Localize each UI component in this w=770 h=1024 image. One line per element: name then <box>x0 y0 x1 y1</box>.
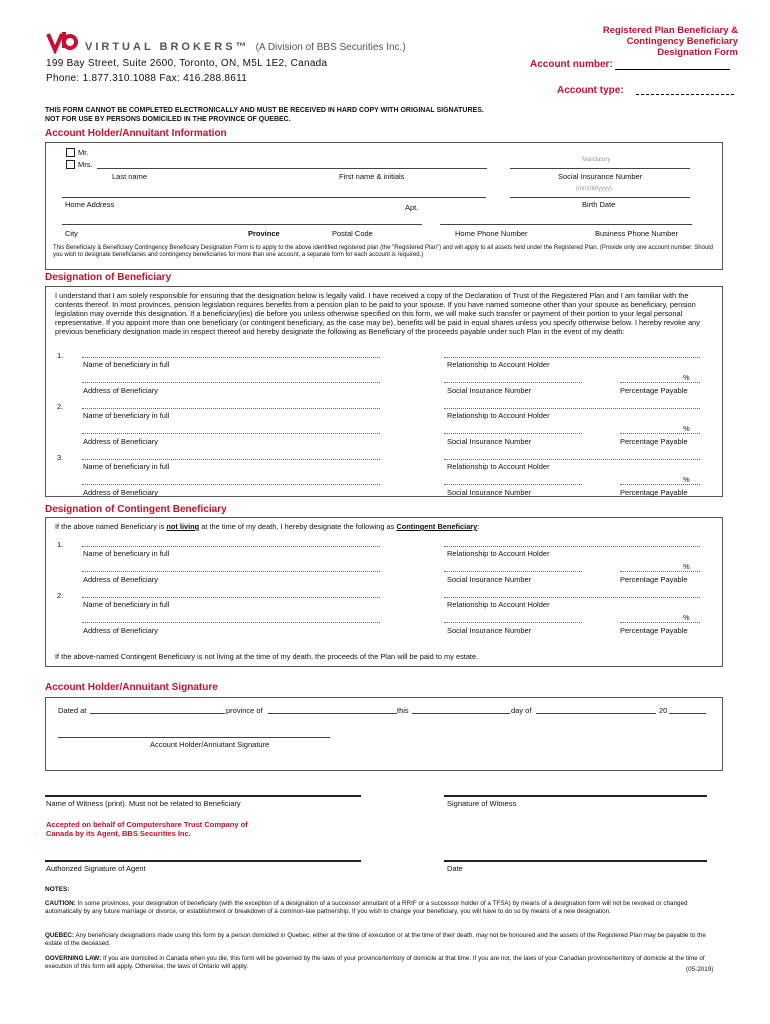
beneficiary-name-field[interactable] <box>82 546 380 547</box>
relationship-field[interactable] <box>444 408 700 409</box>
row-number: 2. <box>57 591 64 600</box>
beneficiary-sin-label: Social Insurance Number <box>447 488 532 497</box>
beneficiary-address-field[interactable] <box>82 571 380 572</box>
mr-checkbox[interactable] <box>66 148 75 157</box>
company-phone: Phone: 1.877.310.1088 Fax: 416.288.8611 <box>46 73 248 84</box>
home-address-field[interactable] <box>62 197 486 198</box>
account-number-label: Account number: <box>530 59 613 70</box>
beneficiary-name-label: Name of beneficiary in full <box>83 600 170 609</box>
relationship-field[interactable] <box>444 357 700 358</box>
percent-sign: % <box>683 424 690 433</box>
city-label: City <box>65 229 78 238</box>
beneficiary-address-field[interactable] <box>82 484 380 485</box>
holder-signature-label: Account Holder/Annuitant Signature <box>150 740 270 749</box>
last-name-label: Last name <box>112 172 148 181</box>
relationship-label: Relationship to Account Holder <box>447 549 550 558</box>
percentage-field[interactable] <box>620 382 700 383</box>
contingent-intro: If the above named Beneficiary is not living at the time of my death, I hereby designate the following as Contingent Beneficiary: <box>55 522 480 531</box>
month-field[interactable] <box>536 713 656 714</box>
contingent-box <box>45 517 723 667</box>
beneficiary-sin-label: Social Insurance Number <box>447 575 532 584</box>
division-text: (A Division of BBS Securities Inc.) <box>255 42 406 53</box>
sin-field[interactable] <box>510 168 690 169</box>
beneficiary-address-field[interactable] <box>82 382 380 383</box>
percentage-field[interactable] <box>620 571 700 572</box>
beneficiary-sin-field[interactable] <box>444 622 582 623</box>
mrs-checkbox[interactable] <box>66 160 75 169</box>
row-number: 2. <box>57 402 64 411</box>
beneficiary-address-label: Address of Beneficiary <box>83 575 159 584</box>
section-contingent: Designation of Contingent Beneficiary <box>45 504 227 515</box>
witness-signature-label: Signature of Witness <box>447 799 517 808</box>
beneficiary-name-field[interactable] <box>82 357 380 358</box>
percent-sign: % <box>683 373 690 382</box>
percent-sign: % <box>683 562 690 571</box>
province-label: Province <box>248 229 280 238</box>
relationship-field[interactable] <box>444 459 700 460</box>
beneficiary-address-label: Address of Beneficiary <box>83 488 159 497</box>
date-format-hint: (mm/dd/yyyy) <box>576 186 612 192</box>
relationship-label: Relationship to Account Holder <box>447 462 550 471</box>
account-type-field[interactable] <box>636 94 734 95</box>
this-day-field[interactable] <box>412 713 510 714</box>
mrs-label: Mrs. <box>78 160 93 169</box>
electronic-notice: THIS FORM CANNOT BE COMPLETED ELECTRONICALLY AND MUST BE RECEIVED IN HARD COPY WITH ORIGINAL SIGNATURES. NOT FOR USE BY PERSONS DOMICILED IN THE PROVINCE OF QUEBEC. <box>45 107 484 123</box>
holder-signature-field[interactable] <box>58 737 330 738</box>
relationship-field[interactable] <box>444 546 700 547</box>
day-of-label: day of <box>511 706 532 715</box>
governing-law-note: GOVERNING LAW: If you are domiciled in Canada when you die, this form will be governed by the laws of your province/territory of domicile at that time. If you are not, the laws of your Canadian province/territory of domicile at the time of execution of this form will apply. Otherwise, the laws of Ontario will apply. <box>45 955 705 970</box>
beneficiary-name-field[interactable] <box>82 597 380 598</box>
beneficiary-name-label: Name of beneficiary in full <box>83 360 170 369</box>
percent-sign: % <box>683 613 690 622</box>
notes-title: NOTES: <box>45 886 70 893</box>
account-type-label: Account type: <box>557 85 624 96</box>
sin-label: Social Insurance Number <box>558 172 643 181</box>
birth-date-label: Birth Date <box>582 200 616 209</box>
beneficiary-address-label: Address of Beneficiary <box>83 386 159 395</box>
percent-sign: % <box>683 475 690 484</box>
province-of-field[interactable] <box>268 713 397 714</box>
witness-name-field[interactable] <box>45 795 361 797</box>
percentage-label: Percentage Payable <box>620 386 688 395</box>
postal-code-label: Postal Code <box>332 229 373 238</box>
percentage-label: Percentage Payable <box>620 488 688 497</box>
row-number: 1. <box>57 540 64 549</box>
relationship-field[interactable] <box>444 597 700 598</box>
business-phone-label: Business Phone Number <box>595 229 678 238</box>
beneficiary-sin-field[interactable] <box>444 571 582 572</box>
beneficiary-sin-field[interactable] <box>444 433 582 434</box>
holder-info-text: This Beneficiary & Beneficiary Contingency Beneficiary Designation Form is to apply to the above identified registered plan (the "Registered Plan") and will apply to all assets held under the Registered Plan. (Provide only one account number. Should you wish to designate beneficiaries and contingency beneficiaries for more than one account, a separate form for each account is required.) <box>53 245 713 259</box>
year-label: 20 <box>659 706 668 715</box>
province-of-label: province of <box>226 706 263 715</box>
this-label: this <box>397 706 409 715</box>
mr-label: Mr. <box>78 148 89 157</box>
caution-note: CAUTION: In some provinces, your designation of beneficiary (with the exception of a designation of a successor annuitant of a RRIF or a successor holder of a TFSA) by means of a designation form will not be revoked or changed automatically by any future marriage or divorce, or establishment or breakdown of a common-law partnership. If you wish to change your beneficiary, you will have to do so by means of a new designation. <box>45 900 688 915</box>
company-name: VIRTUAL BROKERS™ (A Division of BBS Securities Inc.) <box>85 41 406 53</box>
birth-date-field[interactable] <box>510 197 690 198</box>
company-logo <box>46 30 78 54</box>
beneficiary-address-field[interactable] <box>82 622 380 623</box>
dated-at-field[interactable] <box>90 713 225 714</box>
percentage-label: Percentage Payable <box>620 626 688 635</box>
beneficiary-sin-field[interactable] <box>444 484 582 485</box>
agent-date-label: Date <box>447 864 463 873</box>
relationship-label: Relationship to Account Holder <box>447 411 550 420</box>
beneficiary-address-label: Address of Beneficiary <box>83 626 159 635</box>
beneficiary-name-field[interactable] <box>82 408 380 409</box>
agent-date-field[interactable] <box>444 860 707 862</box>
beneficiary-sin-label: Social Insurance Number <box>447 386 532 395</box>
home-phone-label: Home Phone Number <box>455 229 528 238</box>
beneficiary-name-label: Name of beneficiary in full <box>83 411 170 420</box>
account-number-field[interactable] <box>615 69 730 70</box>
relationship-label: Relationship to Account Holder <box>447 360 550 369</box>
row-number: 1. <box>57 351 64 360</box>
relationship-label: Relationship to Account Holder <box>447 600 550 609</box>
section-signature: Account Holder/Annuitant Signature <box>45 682 218 693</box>
signature-box <box>45 697 723 771</box>
apt-label: Apt. <box>405 203 419 212</box>
beneficiary-address-label: Address of Beneficiary <box>83 437 159 446</box>
year-field[interactable] <box>669 713 706 714</box>
beneficiary-sin-label: Social Insurance Number <box>447 437 532 446</box>
beneficiary-address-field[interactable] <box>82 433 380 434</box>
agent-signature-label: Authorized Signature of Agent <box>46 864 146 873</box>
home-address-label: Home Address <box>65 200 115 209</box>
beneficiary-name-label: Name of beneficiary in full <box>83 549 170 558</box>
witness-signature-field[interactable] <box>444 795 707 797</box>
dated-at-label: Dated at <box>58 706 87 715</box>
section-holder-info: Account Holder/Annuitant Information <box>45 128 227 139</box>
accepted-text: Accepted on behalf of Computershare Trust Company of Canada by its Agent, BBS Securities Inc. <box>46 820 248 838</box>
beneficiary-name-label: Name of beneficiary in full <box>83 462 170 471</box>
percentage-field[interactable] <box>620 433 700 434</box>
form-version: (05-2019) <box>686 966 714 973</box>
last-first-name-field[interactable] <box>97 168 487 169</box>
first-name-label: First name & initials <box>339 172 405 181</box>
phone-fields[interactable] <box>440 224 692 225</box>
beneficiary-sin-field[interactable] <box>444 382 582 383</box>
percentage-field[interactable] <box>620 484 700 485</box>
agent-signature-field[interactable] <box>45 860 361 862</box>
mandatory-hint: Mandatory <box>582 157 611 163</box>
city-province-postal-field[interactable] <box>62 224 422 225</box>
beneficiary-statement: I understand that I am solely responsible for ensuring that the designation below is legally valid. I have received a copy of the Declaration of Trust of the Registered Plan and I am familiar with the contents thereof. In most provinces, pension legislation requires benefits from a pension plan to be paid to your spouse. If you have named someone other than your spouse as beneficiary, pension legislation may override this designation. If a beneficiary(ies) die before you unless otherwise specified on this form, we will make such transfer or payment of their portion to your legal personal representative. If you appoint more than one beneficiary (or contingent beneficiary, as the case may be), benefits will be paid in equal shares unless you specify otherwise below. I hereby revoke any previous beneficiary designation made in respect thereof and hereby designate the following as Beneficiary of the proceeds payable under such Plan in the event of my death: <box>55 291 700 336</box>
percentage-field[interactable] <box>620 622 700 623</box>
beneficiary-sin-label: Social Insurance Number <box>447 626 532 635</box>
quebec-note: QUEBEC: Any beneficiary designations made using this form by a person domiciled in Quebec, either at the time of execution or at the time of their death, may not be honoured and the assets of the Registered Plan may be payable to the estate of the deceased. <box>45 932 706 947</box>
contingent-footer: If the above-named Contingent Beneficiary is not living at the time of my death, the proceeds of the Plan will be paid to my estate. <box>55 652 479 661</box>
percentage-label: Percentage Payable <box>620 437 688 446</box>
company-address: 199 Bay Street, Suite 2600, Toronto, ON, M5L 1E2, Canada <box>46 58 328 69</box>
percentage-label: Percentage Payable <box>620 575 688 584</box>
section-beneficiary: Designation of Beneficiary <box>45 272 172 283</box>
witness-name-label: Name of Witness (print). Must not be related to Beneficiary <box>46 799 241 808</box>
form-title: Registered Plan Beneficiary & Contingency Beneficiary Designation Form <box>602 25 738 58</box>
row-number: 3. <box>57 453 64 462</box>
beneficiary-name-field[interactable] <box>82 459 380 460</box>
